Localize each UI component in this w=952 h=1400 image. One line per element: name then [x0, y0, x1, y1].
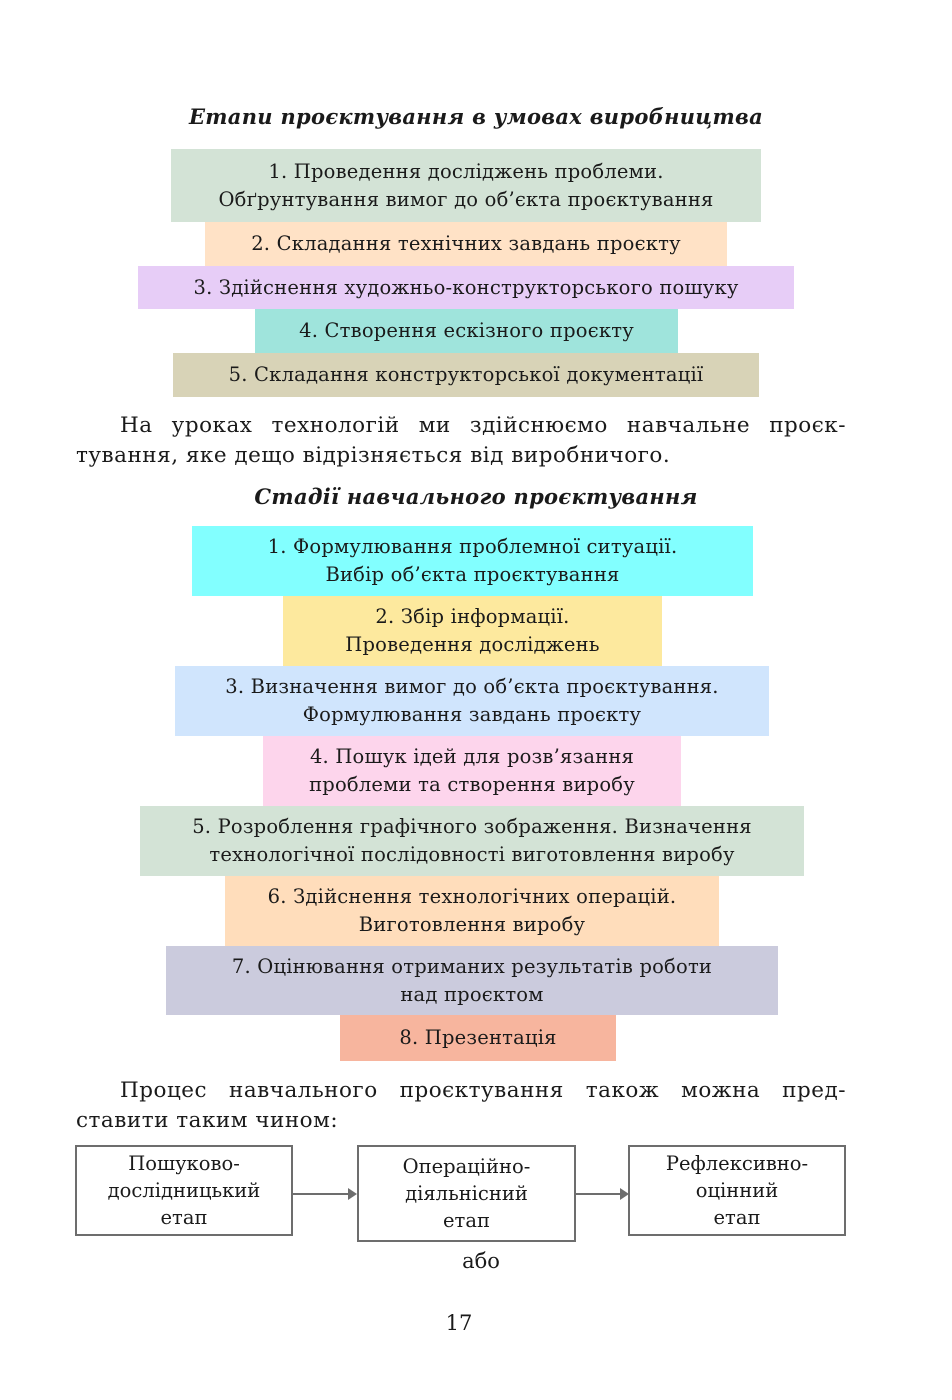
intro-paragraph: [76, 411, 846, 471]
educational-stage-5: [140, 806, 804, 876]
educational-stage-1-line-2: Вибір об’єкта проєктування: [325, 563, 620, 586]
production-stage-1: [171, 149, 761, 222]
production-stage-3: [138, 266, 794, 309]
process-paragraph-line-1: Процес навчального проєктування також можна пред-: [120, 1078, 846, 1103]
educational-stage-7-line-2: над проєктом: [400, 982, 544, 1006]
educational-stage-4-line-2: проблеми та створення виробу: [309, 773, 635, 796]
educational-stage-1-line-1: 1. Формулювання проблемної ситуації.: [267, 535, 678, 558]
production-stage-1-line-1: 1. Проведення досліджень проблеми.: [268, 159, 664, 183]
educational-stage-6: [225, 876, 719, 946]
educational-stage-5-line-2: технологічної послідовності виготовлення виробу: [209, 843, 735, 866]
educational-stage-3-line-1: 3. Визначення вимог до об’єкта проєктування.: [225, 675, 719, 698]
educational-stage-4-line-1: 4. Пошук ідей для розв’язання: [309, 745, 635, 768]
flow-box-1-line-1: Пошуково-: [128, 1152, 240, 1175]
educational-stage-3: [175, 666, 769, 736]
process-paragraph: [76, 1076, 846, 1136]
educational-stage-1: [192, 526, 753, 596]
educational-stage-7-line-1: 7. Оцінювання отриманих результатів роботи: [231, 954, 713, 978]
production-stage-5: [173, 353, 759, 397]
educational-stage-2: [283, 596, 662, 666]
flow-box-research-stage: [75, 1145, 293, 1236]
educational-stage-5-line-1: 5. Розроблення графічного зображення. Визначення: [192, 815, 752, 838]
flow-box-3-line-1: Рефлексивно-: [665, 1152, 809, 1175]
educational-stage-8-line-1: 8. Презентація: [399, 1026, 557, 1049]
production-stages-title: Етапи проєктування в умовах виробництва: [188, 104, 763, 129]
process-paragraph-line-2: ставити таким чином:: [76, 1108, 339, 1133]
flow-box-operational-stage: [357, 1145, 576, 1242]
flow-box-3-line-3: етап: [713, 1206, 761, 1229]
flow-arrow-1: [293, 1193, 355, 1195]
flow-box-1-line-2: дослідницький: [107, 1179, 261, 1202]
page-number: 17: [445, 1311, 473, 1335]
flow-box-2-line-3: етап: [443, 1209, 490, 1232]
production-stage-4-line-1: 4. Створення ескізного проєкту: [299, 319, 634, 342]
or-text: або: [462, 1249, 500, 1273]
flow-box-2-line-1: Операційно-: [402, 1155, 531, 1178]
educational-stage-2-line-2: Проведення досліджень: [345, 633, 600, 656]
production-stage-4: [255, 309, 678, 353]
intro-paragraph-line-1: На уроках технологій ми здійснюємо навчальне проєк-: [120, 413, 846, 438]
educational-stage-6-line-1: 6. Здійснення технологічних операцій.: [267, 885, 677, 908]
flow-box-reflective-stage: [628, 1145, 846, 1236]
production-stage-2-line-1: 2. Складання технічних завдань проєкту: [251, 232, 681, 255]
flow-box-1-line-3: етап: [160, 1206, 208, 1229]
educational-stage-6-line-2: Виготовлення виробу: [358, 913, 586, 936]
production-stage-5-line-1: 5. Складання конструкторської документації: [228, 363, 704, 386]
flow-box-2-line-2: діяльнісний: [405, 1182, 528, 1205]
production-stage-3-line-1: 3. Здійснення художньо-конструкторського пошуку: [193, 275, 739, 299]
educational-stage-8: [340, 1015, 616, 1061]
intro-paragraph-line-2: тування, яке дещо відрізняється від виробничого.: [76, 443, 671, 468]
production-stage-1-line-2: Обґрунтування вимог до об’єкта проєктування: [218, 187, 714, 211]
educational-stage-4: [263, 736, 681, 806]
educational-stages-title: Стадії навчального проєктування: [254, 484, 698, 509]
educational-stage-3-line-2: Формулювання завдань проєкту: [302, 703, 642, 726]
production-stage-2: [205, 222, 727, 266]
flow-arrow-2: [576, 1193, 627, 1195]
flow-box-3-line-2: оцінний: [695, 1179, 779, 1202]
educational-stage-7: [166, 946, 778, 1015]
educational-stage-2-line-1: 2. Збір інформації.: [375, 605, 570, 628]
